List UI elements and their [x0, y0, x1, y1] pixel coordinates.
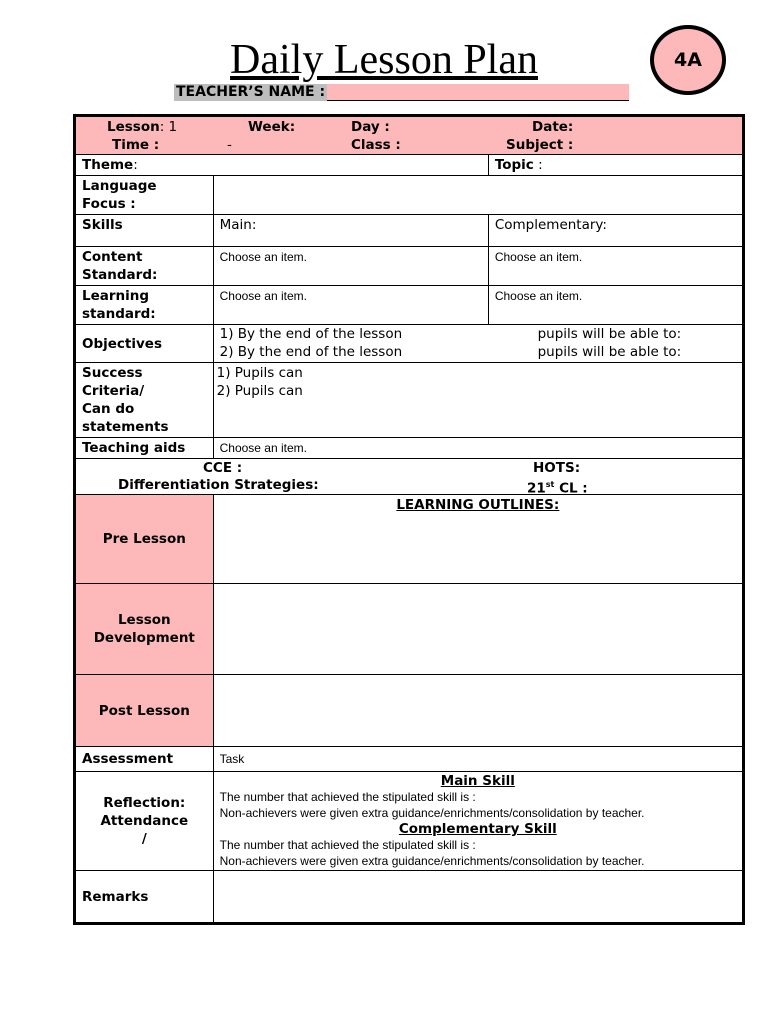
reflection-label — [75, 772, 214, 871]
cce-hots-row[interactable] — [75, 459, 744, 495]
lesson-development-label — [75, 584, 214, 675]
reflection-field[interactable] — [213, 772, 743, 871]
complementary-skill-line-1: The number that achieved the stipulated skill is : — [219, 838, 476, 852]
objective-2-b: pupils will be able to: — [537, 344, 682, 360]
reflection-label-3: / — [141, 831, 147, 847]
language-focus-label-2: Focus : — [82, 196, 136, 212]
subject-label[interactable]: Subject : — [506, 137, 574, 153]
lesson-value[interactable]: : 1 — [159, 119, 178, 135]
cl-prefix: 21 — [527, 480, 546, 495]
remarks-field[interactable] — [213, 871, 743, 924]
complementary-skill-line-2: Non-achievers were given extra guidance/enrichments/consolidation by teacher. — [219, 854, 645, 868]
cl-suffix: CL : — [554, 480, 588, 495]
teacher-name-field[interactable] — [327, 84, 629, 101]
teaching-aids-label: Teaching aids — [75, 438, 214, 459]
assessment-field[interactable]: Task — [213, 747, 743, 772]
remarks-label: Remarks — [75, 871, 214, 924]
topic-cell[interactable] — [488, 155, 743, 176]
post-lesson-field[interactable] — [213, 675, 743, 747]
objective-1-b: pupils will be able to: — [537, 326, 682, 342]
learning-standard-comp-select[interactable]: Choose an item. — [488, 286, 743, 325]
success-criteria-field[interactable] — [213, 363, 743, 438]
success-criteria-label-3: Can do — [82, 401, 135, 417]
info-header — [75, 116, 744, 155]
lesson-label: Lesson — [107, 119, 160, 135]
time-value: - — [227, 137, 232, 153]
success-criteria-label — [75, 363, 214, 438]
success-criteria-label-4: statements — [82, 419, 169, 435]
week-label[interactable]: Week: — [248, 119, 296, 135]
content-standard-main-select[interactable]: Choose an item. — [213, 247, 488, 286]
learning-standard-main-select[interactable]: Choose an item. — [213, 286, 488, 325]
content-standard-label-2: Standard: — [82, 267, 158, 283]
pre-lesson-label: Pre Lesson — [75, 495, 214, 584]
objectives-label: Objectives — [75, 325, 214, 363]
success-criteria-label-2: Criteria/ — [82, 383, 145, 399]
main-skill-heading: Main Skill — [440, 773, 515, 789]
complementary-skill-heading: Complementary Skill — [398, 821, 557, 837]
teaching-aids-select[interactable]: Choose an item. — [213, 438, 743, 459]
theme-label: Theme — [82, 157, 134, 173]
language-focus-field[interactable] — [213, 176, 743, 215]
objective-2-a: 2) By the end of the lesson — [219, 344, 403, 360]
teacher-name-label: TEACHER’S NAME : — [176, 84, 326, 100]
assessment-label: Assessment — [75, 747, 214, 772]
topic-colon: : — [533, 157, 543, 173]
language-focus-label-1: Language — [82, 178, 157, 194]
reflection-label-2: Attendance — [100, 813, 189, 829]
skills-label: Skills — [75, 215, 214, 247]
cl-sup: st — [545, 480, 555, 489]
page-title: Daily Lesson Plan — [230, 37, 538, 83]
success-criteria-label-1: Success — [82, 365, 143, 381]
class-label[interactable]: Class : — [351, 137, 401, 153]
skills-main[interactable]: Main: — [213, 215, 488, 247]
lesson-plan-table — [73, 114, 745, 925]
success-criteria-item: 1) Pupils can — [216, 365, 303, 381]
content-standard-label-1: Content — [82, 249, 143, 265]
main-skill-line-2: Non-achievers were given extra guidance/enrichments/consolidation by teacher. — [219, 806, 645, 820]
post-lesson-label: Post Lesson — [75, 675, 214, 747]
pre-lesson-field[interactable] — [213, 495, 743, 584]
learning-standard-label-2: standard: — [82, 306, 156, 322]
content-standard-comp-select[interactable]: Choose an item. — [488, 247, 743, 286]
main-skill-line-1: The number that achieved the stipulated skill is : — [219, 790, 476, 804]
objective-1-a: 1) By the end of the lesson — [219, 326, 403, 342]
theme-colon: : — [133, 157, 138, 173]
differentiation-label: Differentiation Strategies: — [118, 477, 319, 493]
cce-label: CCE : — [203, 460, 243, 476]
reflection-label-1: Reflection: — [103, 795, 186, 811]
teacher-name-row — [174, 84, 629, 101]
date-label[interactable]: Date: — [532, 119, 574, 135]
learning-outlines-heading: LEARNING OUTLINES: — [396, 497, 560, 513]
time-label[interactable]: Time : — [112, 137, 160, 153]
topic-label: Topic — [494, 157, 534, 173]
language-focus-label — [75, 176, 214, 215]
success-criteria-item: 2) Pupils can — [216, 383, 303, 399]
day-label[interactable]: Day : — [351, 119, 390, 135]
hots-label: HOTS: — [533, 460, 581, 476]
cl-label — [527, 476, 588, 495]
objectives-field[interactable] — [213, 325, 743, 363]
lesson-development-field[interactable] — [213, 584, 743, 675]
lesson-development-label-2: Development — [93, 630, 195, 646]
content-standard-label — [75, 247, 214, 286]
class-badge: 4A — [650, 25, 726, 95]
learning-standard-label-1: Learning — [82, 288, 150, 304]
learning-standard-label — [75, 286, 214, 325]
theme-cell[interactable] — [75, 155, 489, 176]
lesson-development-label-1: Lesson — [117, 612, 171, 628]
skills-complementary[interactable]: Complementary: — [488, 215, 743, 247]
